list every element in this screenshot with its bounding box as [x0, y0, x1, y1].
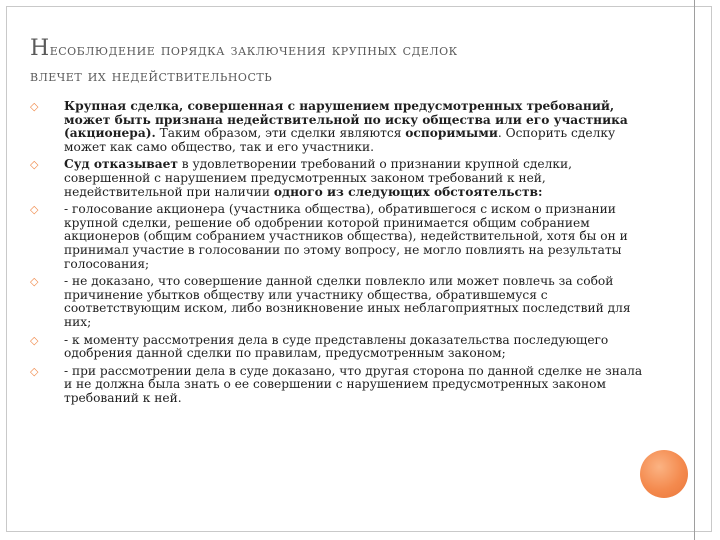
bullet-diamond-icon: ◇ — [30, 364, 39, 378]
para5-text: - к моменту рассмотрения дела в суде представлены доказательства последующего одобрения данной сделки по правилам, предусмотренным законом; — [64, 332, 609, 361]
list-item — [30, 100, 650, 154]
list-item — [30, 365, 650, 406]
list-item — [30, 158, 650, 199]
right-divider-line — [694, 0, 695, 540]
para3-text: - голосование акционера (участника общества), обратившегося с иском о признании крупной сделки, решение об одобрении которой принимается общим собранием акционеров (общим собранием участников общества), недействительной, хотя бы он и принимал участие в голосовании по этому вопросу, не могло повлиять на результаты голосования; — [64, 202, 628, 271]
para1-bold-term: оспоримыми — [405, 126, 498, 141]
bullet-diamond-icon: ◇ — [30, 158, 39, 172]
bullet-diamond-icon: ◇ — [30, 203, 39, 217]
bullet-diamond-icon: ◇ — [30, 333, 39, 347]
title-first-letter: Н — [30, 36, 50, 61]
list-item — [30, 203, 650, 271]
para1-bold-lead: Крупная сделка, совершенная с нарушением предусмотренных требований, может быть признана недействительной по иску общества или его участника (акционера). — [64, 99, 628, 141]
bullet-diamond-icon: ◇ — [30, 275, 39, 289]
para1-text-end: . Оспорить сделку может как само общество, так и его участники. — [64, 126, 616, 154]
orange-circle-decoration — [640, 450, 688, 498]
slide-content — [30, 100, 650, 409]
list-item — [30, 334, 650, 361]
list-item — [30, 275, 650, 329]
title-line1-rest: есоблюдение порядка заключения крупных сделок — [49, 40, 458, 59]
para2-bold-lead: Суд отказывает — [64, 157, 178, 172]
para2-text: в удовлетворении требований о признании крупной сделки, совершенной с нарушением предусмотренных законом требований к ней, недействительной при наличии — [64, 157, 572, 199]
para1-text: Таким образом, эти сделки являются — [155, 126, 406, 141]
slide-title — [30, 36, 690, 89]
bullet-diamond-icon: ◇ — [30, 100, 39, 113]
para2-bold-end: одного из следующих обстоятельств: — [273, 184, 543, 199]
para4-text: - не доказано, что совершение данной сделки повлекло или может повлечь за собой причинение убытков обществу или участнику общества, обратившемуся с соответствующим иском, либо возникновение иных неблагоприятных последствий для них; — [64, 274, 631, 329]
para6-text: - при рассмотрении дела в суде доказано, что другая сторона по данной сделке не знала и не должна была знать о ее совершении с нарушением предусмотренных законом требований к ней. — [64, 363, 643, 405]
title-line2: влечет их недействительность — [30, 66, 273, 85]
